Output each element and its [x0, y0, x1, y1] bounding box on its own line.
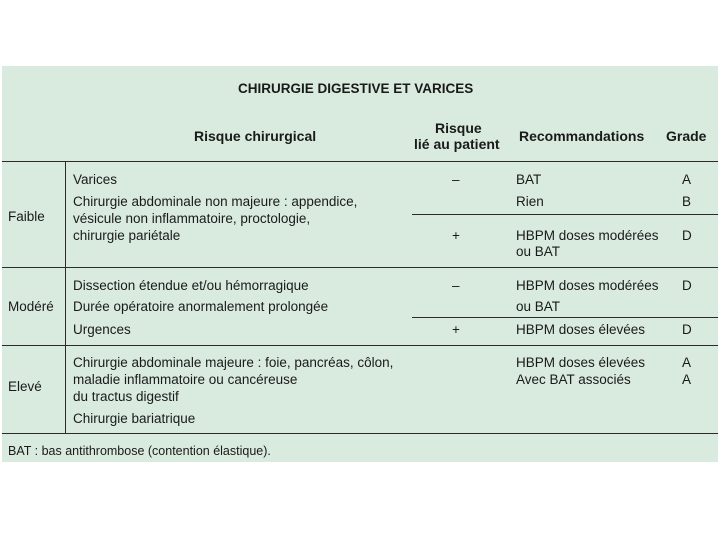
faible-subdivider — [412, 214, 718, 215]
reco-hbpm-moderees-faible: HBPM doses modérées — [516, 228, 659, 243]
faible-divider — [2, 267, 718, 268]
reco-ou-bat-modere: ou BAT — [516, 299, 561, 314]
group-label-eleve: Elevé — [8, 379, 42, 394]
risk-plus-faible: + — [452, 228, 460, 243]
grade-d-faible: D — [682, 228, 692, 243]
grade-a-varices: A — [682, 172, 692, 187]
footnote-divider — [2, 433, 718, 434]
surgery-varices: Varices — [73, 172, 118, 187]
group-label-faible: Faible — [8, 209, 45, 224]
surgery-abdo-non-majeure-l1: Chirurgie abdominale non majeure : appendice, — [73, 194, 358, 209]
surgery-abdo-majeure-l1: Chirurgie abdominale majeure : foie, pancréas, côlon, — [73, 355, 394, 370]
modere-subdivider — [412, 317, 718, 318]
surgery-dissection: Dissection étendue et/ou hémorragique — [73, 278, 309, 293]
label-column-separator — [65, 161, 66, 433]
reco-bat: BAT — [516, 172, 542, 187]
risk-minus-modere: – — [452, 278, 460, 293]
header-grade: Grade — [666, 128, 707, 144]
header-risque-patient-line1: Risque — [435, 120, 482, 136]
risk-minus-faible: – — [452, 172, 460, 187]
header-risque-patient-line2: lié au patient — [414, 136, 500, 152]
reco-hbpm-moderees-modere: HBPM doses modérées — [516, 278, 659, 293]
header-divider — [2, 161, 718, 162]
header-recommandations: Recommandations — [519, 128, 645, 144]
group-label-modere: Modéré — [8, 299, 54, 314]
header-risque-chirurgical: Risque chirurgical — [194, 128, 317, 144]
reco-hbpm-elevees-modere: HBPM doses élevées — [516, 322, 646, 337]
footnote: BAT : bas antithrombose (contention élastique). — [8, 444, 271, 458]
grade-a-eleve-1: A — [682, 355, 692, 370]
surgery-bariatrique: Chirurgie bariatrique — [73, 411, 196, 426]
reco-hbpm-elevees-eleve: HBPM doses élevées — [516, 355, 646, 370]
surgery-urgences: Urgences — [73, 322, 131, 337]
grade-d-modere-2: D — [682, 322, 692, 337]
grade-a-eleve-2: A — [682, 372, 692, 387]
reco-rien: Rien — [516, 194, 544, 209]
surgery-abdo-non-majeure-l2: vésicule non inflammatoire, proctologie, — [73, 211, 311, 226]
table-title: CHIRURGIE DIGESTIVE ET VARICES — [238, 81, 474, 96]
reco-avec-bat-associes: Avec BAT associés — [516, 372, 631, 387]
surgery-abdo-non-majeure-l3: chirurgie pariétale — [73, 228, 181, 243]
grade-b-rien: B — [682, 194, 692, 209]
modere-divider — [2, 345, 718, 346]
surgery-duree-prolongee: Durée opératoire anormalement prolongée — [73, 299, 329, 314]
surgery-abdo-majeure-l3: du tractus digestif — [73, 389, 179, 404]
risk-plus-modere: + — [452, 322, 460, 337]
grade-d-modere-1: D — [682, 278, 692, 293]
reco-ou-bat-faible: ou BAT — [516, 244, 561, 259]
surgery-abdo-majeure-l2: maladie inflammatoire ou cancéreuse — [73, 372, 298, 387]
